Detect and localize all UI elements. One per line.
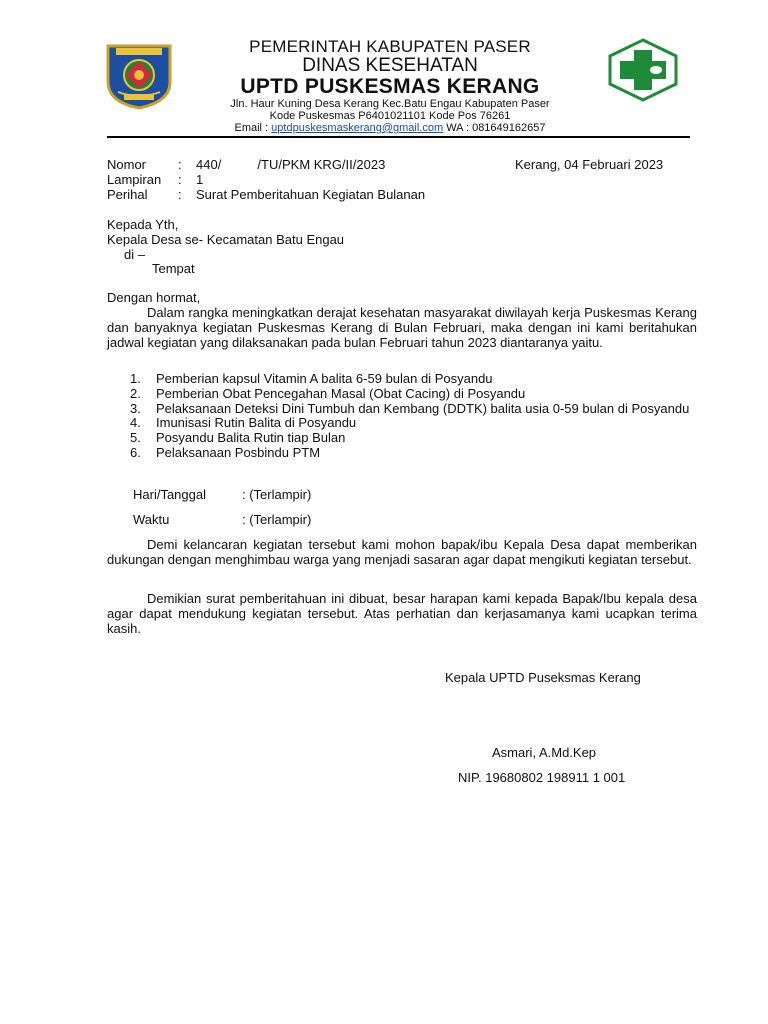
list-item bbox=[130, 402, 696, 417]
greeting: Dengan hormat, bbox=[107, 290, 201, 305]
list-text: Posyandu Balita Rutin tiap Bulan bbox=[156, 430, 346, 446]
list-item bbox=[130, 446, 696, 461]
intro-paragraph bbox=[107, 305, 697, 351]
intro-text: Dalam rangka meningkatkan derajat kesehatan masyarakat diwilayah kerja Puskesmas Kerang dan banyaknya kegiatan Puskesmas Kerang di Bulan Februari, maka dengan ini kami beritahukan jadwal kegiatan yang dilaksanakan pada bulan Februari tahun 2023 diantaranya yaitu. bbox=[107, 305, 697, 351]
header-institution: UPTD PUSKESMAS KERANG bbox=[240, 75, 540, 98]
header-government: PEMERINTAH KABUPATEN PASER bbox=[249, 37, 531, 56]
perihal-label: Perihal bbox=[107, 187, 148, 202]
lampiran-label: Lampiran bbox=[107, 172, 162, 187]
hari-value: : (Terlampir) bbox=[242, 487, 312, 502]
support-text: Demi kelancaran kegiatan tersebut kami mohon bapak/ibu Kepala Desa dapat memberikan dukungan dengan menghimbau warga yang menjadi sasaran agar dapat mengikuti kegiatan tersebut. bbox=[107, 537, 697, 568]
list-text: Pemberian kapsul Vitamin A balita 6-59 bulan di Posyandu bbox=[156, 371, 493, 386]
header-department: DINAS KESEHATAN bbox=[302, 55, 478, 76]
list-item bbox=[130, 431, 696, 446]
list-number: 3. bbox=[130, 400, 141, 416]
nomor-value: 440/ /TU/PKM KRG/II/2023 bbox=[196, 157, 386, 172]
hari-label: Hari/Tanggal bbox=[133, 487, 206, 502]
signature-name: Asmari, A.Md.Kep bbox=[492, 745, 597, 760]
list-item bbox=[130, 387, 696, 402]
waktu-value: : (Terlampir) bbox=[242, 512, 312, 527]
waktu-label: Waktu bbox=[133, 512, 170, 527]
puskesmas-logo-icon bbox=[608, 38, 678, 102]
signature-title: Kepala UPTD Puseksmas Kerang bbox=[445, 670, 641, 685]
nomor-label: Nomor bbox=[107, 157, 147, 172]
addressee-place: Tempat bbox=[152, 261, 195, 276]
lampiran-colon: : bbox=[178, 172, 182, 187]
list-text: Pelaksanaan Deteksi Dini Tumbuh dan Kembang (DDTK) balita usia 0-59 bulan di Posyandu bbox=[156, 400, 690, 416]
lampiran-value: 1 bbox=[196, 172, 204, 187]
letter-date: Kerang, 04 Februari 2023 bbox=[515, 157, 664, 172]
list-text: Pemberian Obat Pencegahan Masal (Obat Cacing) di Posyandu bbox=[156, 385, 526, 401]
list-number: 5. bbox=[130, 430, 141, 446]
addressee-di: di – bbox=[124, 247, 145, 262]
list-number: 6. bbox=[130, 444, 141, 460]
list-item bbox=[130, 416, 696, 431]
email-label: Email : bbox=[234, 122, 269, 134]
list-number: 1. bbox=[130, 371, 141, 386]
header-contact bbox=[160, 122, 620, 134]
list-number: 2. bbox=[130, 385, 141, 401]
closing-paragraph bbox=[107, 591, 697, 637]
list-item bbox=[130, 372, 696, 387]
nomor-colon: : bbox=[178, 157, 182, 172]
closing-text: Demikian surat pemberitahuan ini dibuat, besar harapan kami kepada Bapak/Ibu kepala desa agar dapat mendukung kegiatan tersebut. Atas perhatian dan kerjasamanya kami ucapkan terima kasih. bbox=[107, 591, 697, 637]
list-number: 4. bbox=[130, 415, 141, 431]
header-address: Jln. Haur Kuning Desa Kerang Kec.Batu Engau Kabupaten Paser bbox=[230, 98, 550, 110]
list-text: Pelaksanaan Posbindu PTM bbox=[156, 444, 321, 460]
addressee-salutation: Kepada Yth, bbox=[107, 217, 179, 232]
header-codes: Kode Puskesmas P6401021101 Kode Pos 76261 bbox=[269, 110, 511, 122]
perihal-colon: : bbox=[178, 187, 182, 202]
list-text: Imunisasi Rutin Balita di Posyandu bbox=[156, 415, 357, 431]
header-divider bbox=[107, 136, 690, 138]
whatsapp-number: WA : 081649162657 bbox=[446, 122, 546, 134]
email-link[interactable]: uptdpuskesmaskerang@gmail.com bbox=[271, 122, 444, 134]
support-paragraph bbox=[107, 537, 697, 567]
activity-list bbox=[130, 372, 696, 461]
addressee-recipient: Kepala Desa se- Kecamatan Batu Engau bbox=[107, 232, 345, 247]
perihal-value: Surat Pemberitahuan Kegiatan Bulanan bbox=[196, 187, 426, 202]
signature-nip: NIP. 19680802 198911 1 001 bbox=[458, 770, 626, 785]
